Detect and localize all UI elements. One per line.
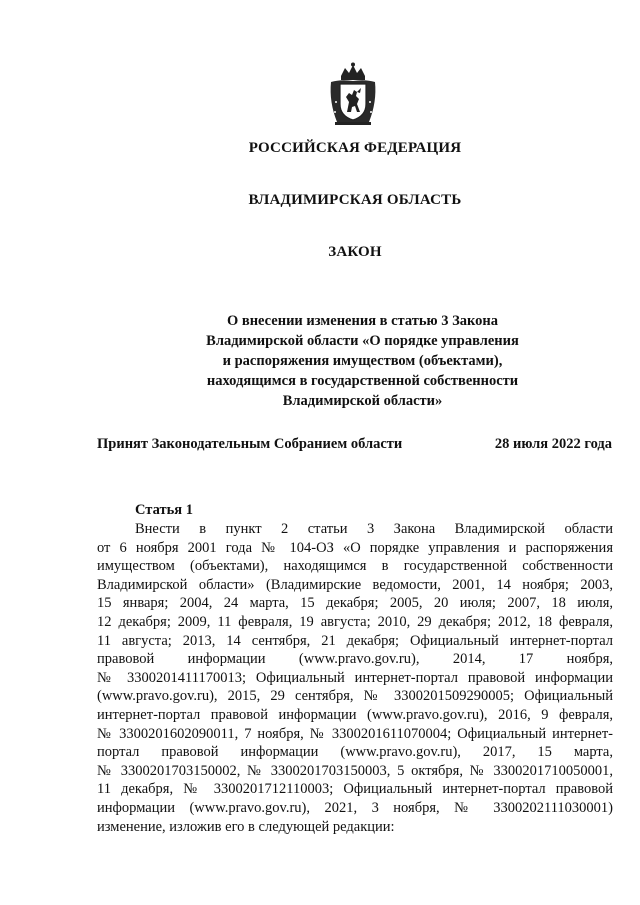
adoption-statement: Принят Законодательным Собранием области: [97, 436, 403, 452]
body-line: № 3300201411170013; Официальный интернет-портал правовой информации: [97, 669, 613, 686]
article-title: Статья 1: [135, 502, 193, 518]
coat-of-arms-icon: [327, 62, 379, 128]
country-heading: РОССИЙСКАЯ ФЕДЕРАЦИЯ: [248, 140, 462, 156]
body-line: 11 декабря, № 3300201712110003; Официальный интернет-портал правовой: [97, 781, 613, 798]
body-line: портал правовой информации (www.pravo.gov.ru), 2017, 15 марта,: [97, 744, 613, 761]
body-line: № 3300201703150002, № 3300201703150003, 5 октября, № 3300201710050001,: [97, 762, 613, 779]
article-body: [97, 520, 613, 836]
body-line: изменение, изложив его в следующей редакции:: [97, 818, 395, 835]
subject-line: О внесении изменения в статью 3 Закона: [226, 313, 499, 329]
adoption-date: 28 июля 2022 года: [494, 436, 612, 452]
subject-line: и распоряжения имуществом (объектами),: [222, 353, 503, 369]
region-heading: ВЛАДИМИРСКАЯ ОБЛАСТЬ: [248, 192, 462, 208]
body-line: от 6 ноября 2001 года № 104-ОЗ «О порядке управления и распоряжения: [97, 539, 613, 556]
subject-line: Владимирской области»: [282, 393, 443, 409]
body-line: (www.pravo.gov.ru), 2015, 29 сентября, № 3300201509290005; Официальный: [97, 688, 613, 705]
subject-line: Владимирской области «О порядке управления: [206, 333, 519, 349]
body-line: 15 января; 2004, 24 марта, 15 декабря; 2005, 20 июля; 2007, 18 июля,: [97, 595, 613, 612]
body-line: 11 августа; 2013, 14 сентября, 21 декабря; Официальный интернет-портал: [97, 632, 613, 649]
law-subject: [190, 311, 535, 411]
subject-line: находящимся в государственной собственности: [206, 373, 519, 389]
body-line: Внести в пункт 2 статьи 3 Закона Владимирской области: [135, 521, 613, 537]
body-line: правовой информации (www.pravo.gov.ru), 2014, 17 ноября,: [97, 651, 613, 668]
body-line: информации (www.pravo.gov.ru), 2021, 3 ноября, № 3300202111030001): [97, 799, 613, 816]
body-line: № 3300201602090011, 7 ноября, № 3300201611070004; Официальный интернет-: [97, 725, 613, 742]
body-line: имуществом (объектами), находящимся в государственной собственности: [97, 558, 613, 575]
body-line: Владимирской области» (Владимирские ведомости, 2001, 14 ноября; 2003,: [97, 576, 613, 593]
document-type-heading: ЗАКОН: [328, 244, 382, 260]
body-line: 12 декабря; 2009, 11 февраля, 19 августа; 2010, 29 декабря; 2012, 18 февраля,: [97, 613, 613, 630]
body-line: интернет-портал правовой информации (www.pravo.gov.ru), 2016, 9 февраля,: [97, 706, 613, 723]
